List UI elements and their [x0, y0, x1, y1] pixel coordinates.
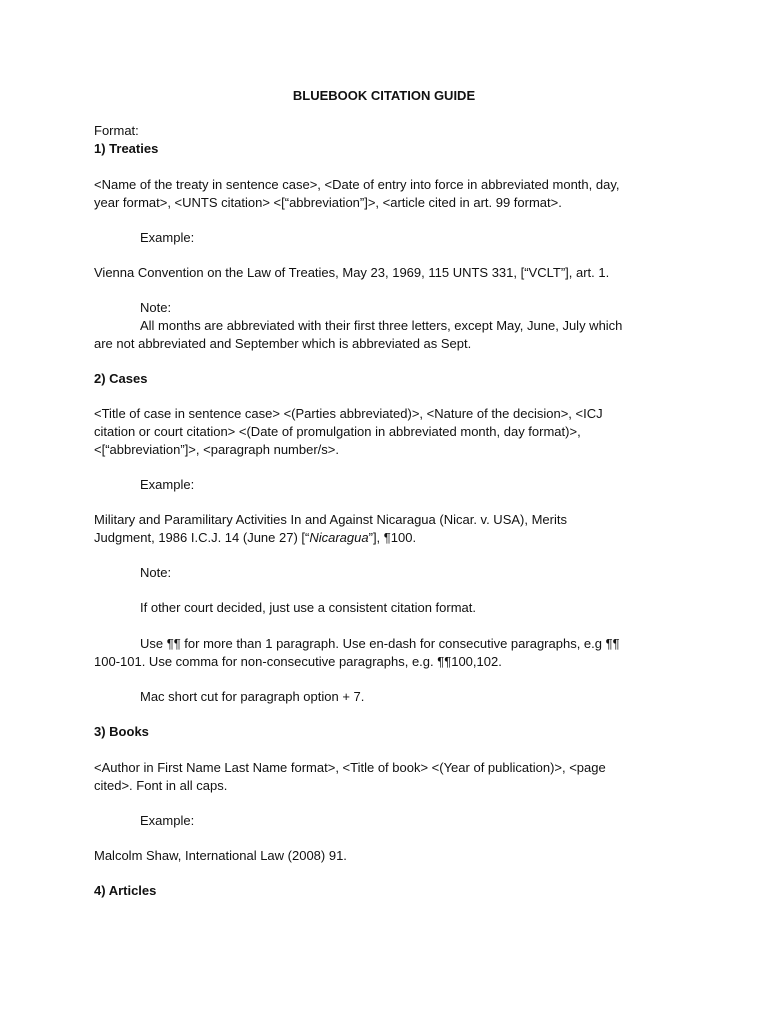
- cases-format-line: <[“abbreviation”]>, <paragraph number/s>.: [94, 442, 339, 457]
- books-example-label: Example:: [140, 813, 195, 828]
- cases-note-paragraph: 100-101. Use comma for non-consecutive paragraphs, e.g. ¶¶100,102.: [94, 654, 502, 669]
- books-heading: 3) Books: [94, 724, 149, 739]
- books-format-line: <Author in First Name Last Name format>, <Title of book> <(Year of publication)>, <page: [94, 760, 606, 775]
- treaties-heading: 1) Treaties: [94, 141, 159, 156]
- treaties-note-label: Note:: [140, 300, 172, 315]
- document-title: BLUEBOOK CITATION GUIDE: [292, 88, 476, 103]
- books-example: Malcolm Shaw, International Law (2008) 91.: [94, 848, 347, 863]
- cases-example-text: ”], ¶100.: [368, 530, 417, 545]
- treaties-note-line: are not abbreviated and September which is abbreviated as Sept.: [94, 336, 472, 351]
- cases-example-text: Judgment, 1986 I.C.J. 14 (June 27) [“: [94, 530, 310, 545]
- cases-note-paragraph: Use ¶¶ for more than 1 paragraph. Use en-dash for consecutive paragraphs, e.g ¶¶: [140, 636, 620, 651]
- cases-example-label: Example:: [140, 477, 195, 492]
- articles-heading: 4) Articles: [94, 883, 157, 898]
- cases-heading: 2) Cases: [94, 371, 148, 386]
- cases-example-line: Military and Paramilitary Activities In and Against Nicaragua (Nicar. v. USA), Merits: [94, 512, 567, 527]
- cases-example-line: [94, 529, 416, 547]
- treaties-note-line: All months are abbreviated with their first three letters, except May, June, July which: [140, 318, 623, 333]
- cases-note-label: Note:: [140, 565, 172, 580]
- cases-example-italic-text: Nicaragua: [309, 530, 369, 545]
- cases-note-paragraph: If other court decided, just use a consistent citation format.: [140, 600, 477, 615]
- format-label: Format:: [94, 123, 139, 138]
- cases-format-line: <Title of case in sentence case> <(Parties abbreviated)>, <Nature of the decision>, <ICJ: [94, 406, 603, 421]
- treaties-example-label: Example:: [140, 230, 195, 245]
- cases-format-line: citation or court citation> <(Date of promulgation in abbreviated month, day format)>,: [94, 424, 581, 439]
- books-format-line: cited>. Font in all caps.: [94, 778, 228, 793]
- cases-note-paragraph: Mac short cut for paragraph option + 7.: [140, 689, 365, 704]
- treaties-format-line: year format>, <UNTS citation> <[“abbreviation”]>, <article cited in art. 99 format>.: [94, 195, 562, 210]
- treaties-example: Vienna Convention on the Law of Treaties, May 23, 1969, 115 UNTS 331, [“VCLT”], art. 1.: [94, 265, 610, 280]
- treaties-format-line: <Name of the treaty in sentence case>, <Date of entry into force in abbreviated month, day,: [94, 177, 620, 192]
